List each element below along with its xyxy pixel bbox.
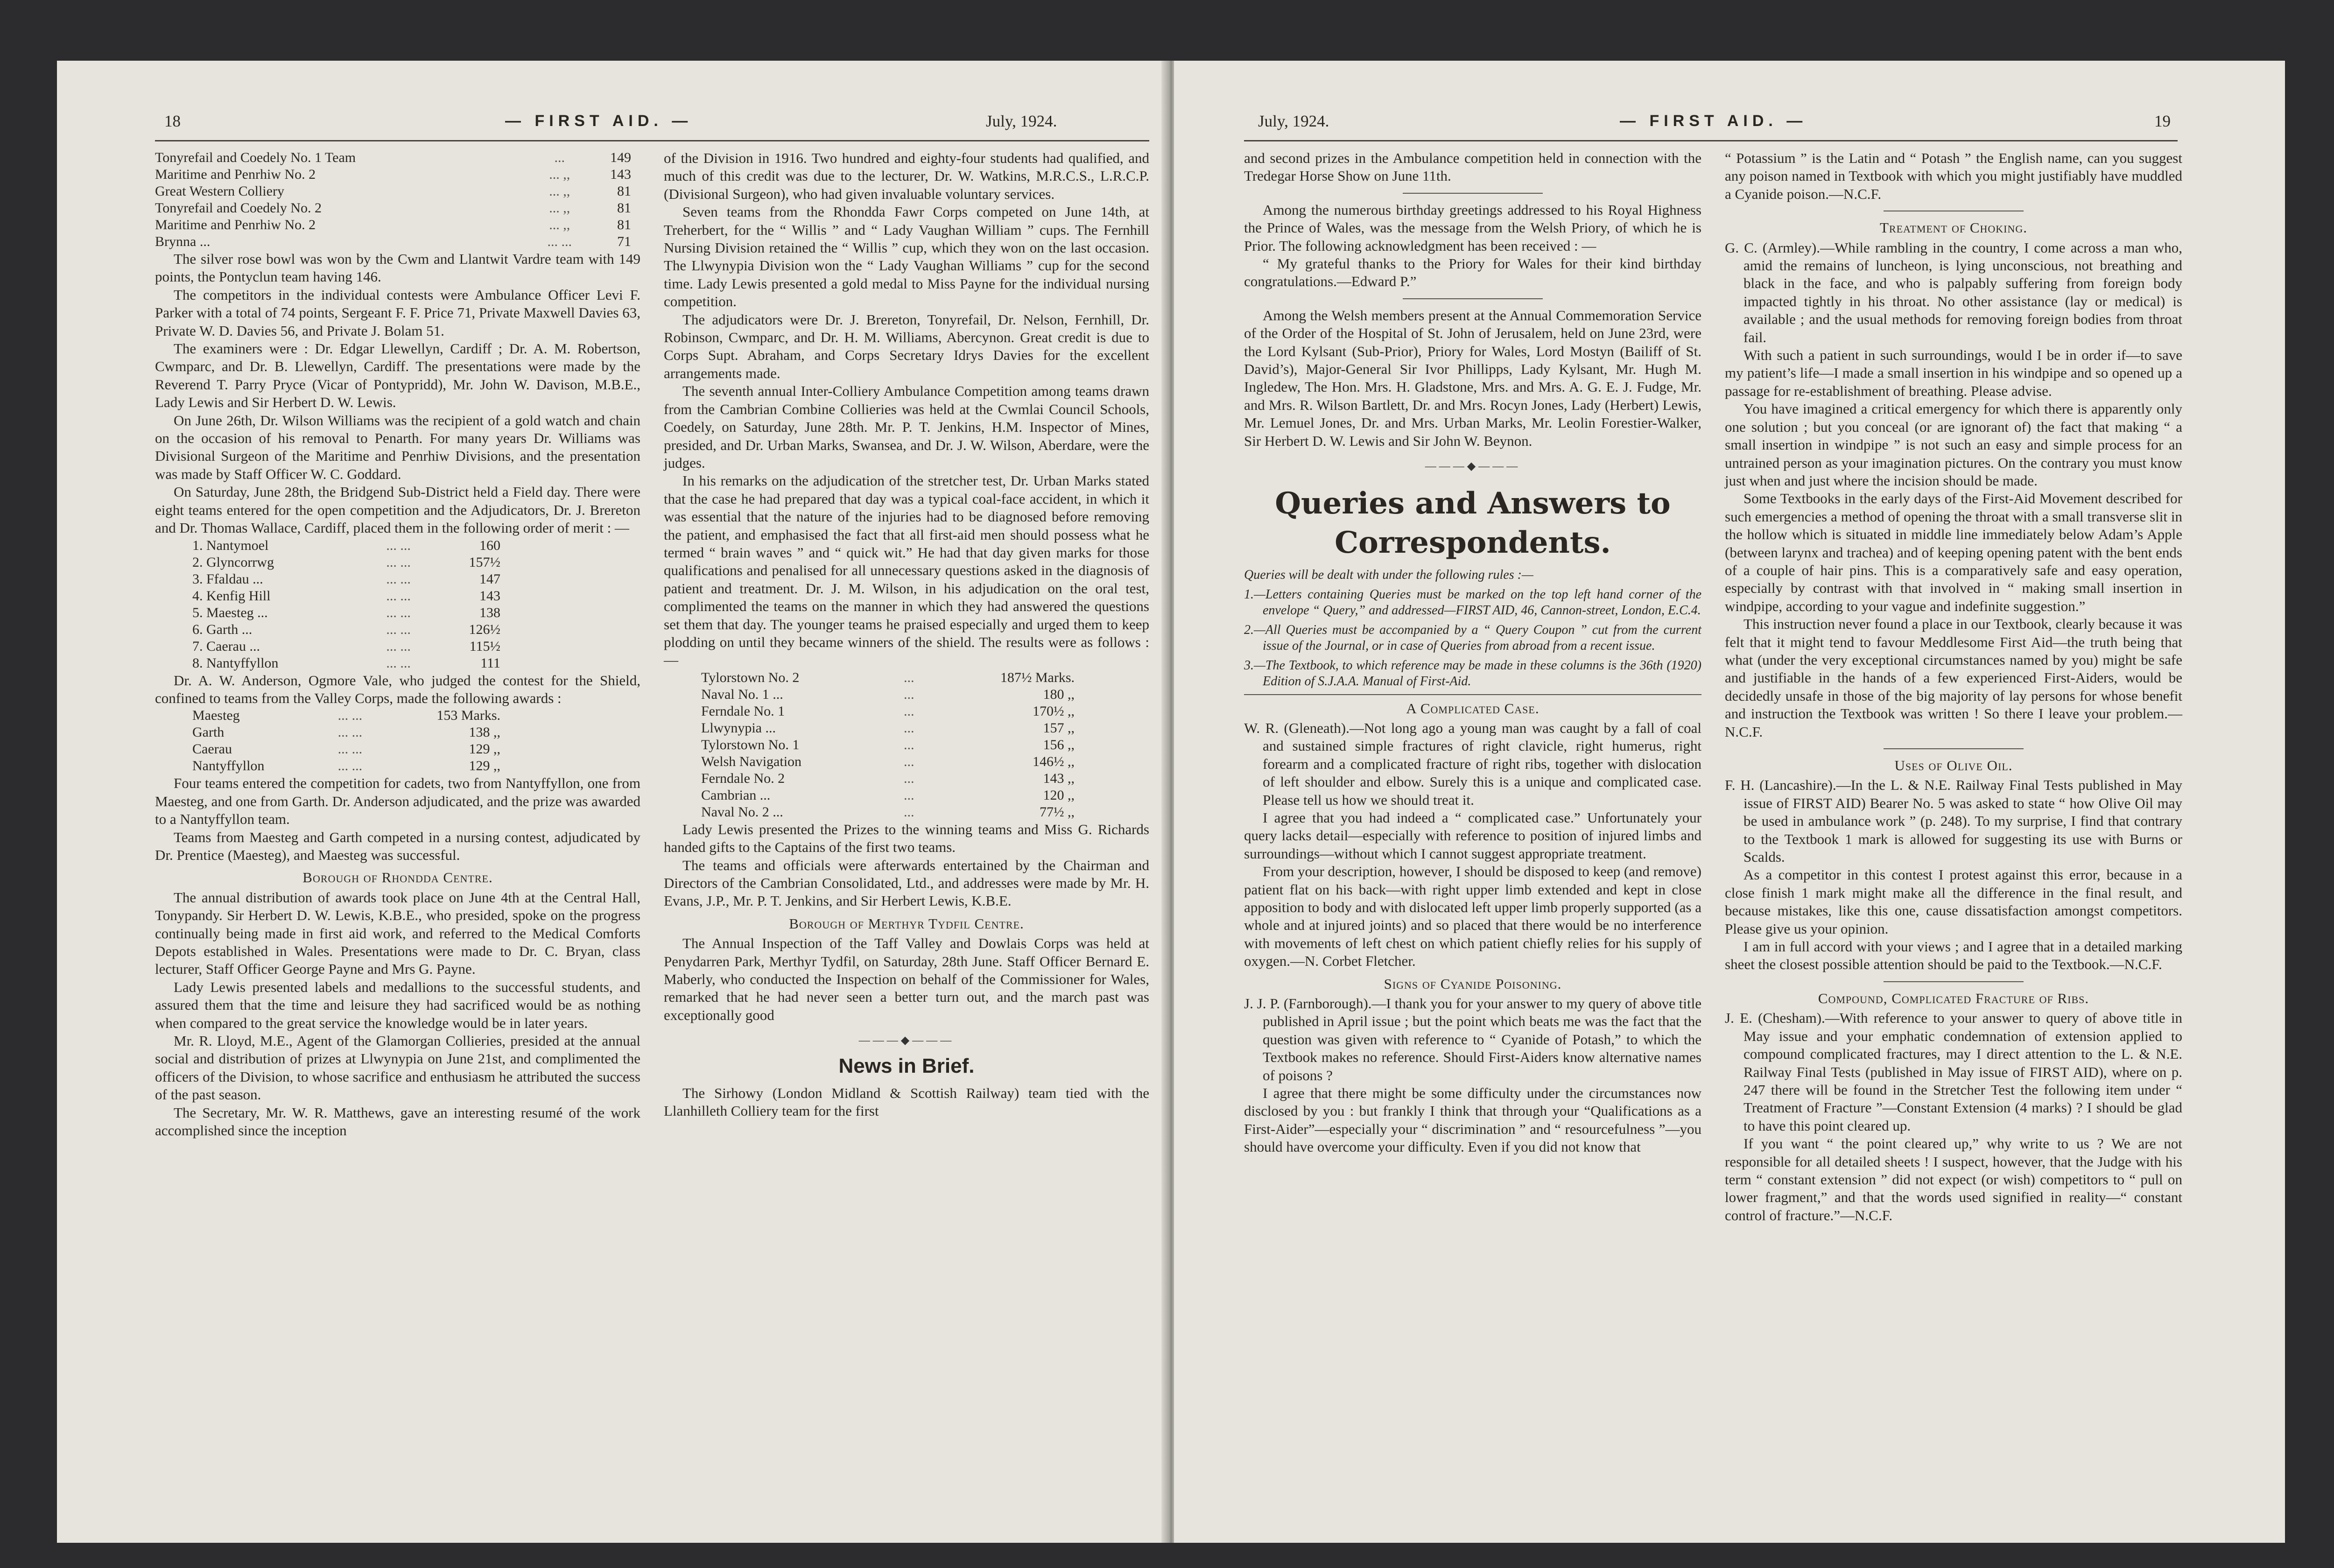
table-row: Tylorstown No. 2 ... 187½ Marks. [701, 669, 1075, 685]
left-page [57, 61, 1168, 1543]
query: F. H. (Lancashire).—In the L. & N.E. Railway Final Tests published in May issue of FIRST AID) Bearer No. 5 was asked to state “ how Olive Oil may be used in ambulance work ” (p. 248). To my surprise, I find that contrary to the Textbook 1 mark is allowed for suggesting its use with Burns or Scalds. [1725, 777, 2182, 865]
table-row: Garth ... ... 138 ,, [192, 724, 500, 740]
table-row: Maesteg ... ... 153 Marks. [192, 708, 500, 724]
paragraph: The annual distribution of awards took place on June 4th at the Central Hall, Tonypandy. Sir Herbert D. W. Lewis, K.B.E., who presided, spoke on the progress continually being made in first aid work, and referred to the Medical Comforts Depots established in Wales. Presentations were made to Dr. C. Bryan, class lecturer, Staff Officer George Payne and Mrs G. Payne. [155, 889, 640, 977]
ornament-divider: ———◆——— [858, 1034, 955, 1047]
table-row: Cambrian ... ... 120 ,, [701, 787, 1075, 803]
results-table-3 [192, 707, 510, 774]
right-column-1 [1244, 149, 1701, 1156]
paragraph: of the Division in 1916. Two hundred and eighty-four students had qualified, and much of this credit was due to the lecturer, Dr. W. Watkins, M.R.C.S., L.R.C.P. (Divisional Surgeon), who had given invaluable voluntary services. [664, 150, 1149, 202]
query: G. C. (Armley).—While rambling in the country, I come across a man who, amid the remains of luncheon, is lying unconscious, not breathing and black in the face, and who is palpably suffering from foreign body impacted tightly in his throat. No other assistance (lay or medical) is available ; and the usual methods for removing foreign bodies from throat fail. [1725, 239, 2182, 345]
paragraph: On June 26th, Dr. Wilson Williams was the recipient of a gold watch and chain on the occasion of his removal to Penarth. For many years Dr. Williams was Divisional Surgeon of the Maritime and Penrhiw Divisions, and the presentation was made by Staff Officer W. C. Goddard. [155, 412, 640, 482]
divider [1403, 298, 1543, 299]
query-rules [1244, 567, 1701, 689]
divider [1403, 193, 1543, 194]
table-row: 8. Nantyffyllon ... ... 111 [192, 655, 500, 671]
paragraph: In his remarks on the adjudication of the stretcher test, Dr. Urban Marks stated that the case he had prepared that day was a typical coal-face accident, in which it was essential that the nature of the injuries had to be diagnosed before removing the patient, and emphasised the fact that all first-aid men should possess what he termed “ brain waves ” and “ quick wit.” He had that day given marks for those qualifications and penalised for all unnecessary questions asked in the diagnosis of patient and treatment. Dr. J. M. Wilson, in his adjudication on the oral test, complimented the teams on the manner in which they had answered the questions set them that day. The younger teams he praised especially and urged them to keep plodding on until they became winners of the shield. The results were as follows : — [664, 472, 1149, 668]
rules-intro: Queries will be dealt with under the following rules :— [1244, 567, 1533, 582]
answer: I am in full accord with your views ; and I agree that in a detailed marking sheet the closest possible attention should be paid to the Textbook.—N.C.F. [1725, 938, 2182, 973]
table-row: Naval No. 1 ... ... 180 ,, [701, 686, 1075, 702]
answer: I agree that you had indeed a “ complicated case.” Unfortunately your query lacks detail—especially with reference to position of injured limbs and surroundings—without which I cannot suggest appropriate treatment. [1244, 809, 1701, 862]
table-row: Maritime and Penrhiw No. 2 ... ,, 81 [155, 217, 631, 232]
table-row: 3. Ffaldau ... ... ... 147 [192, 571, 500, 587]
divider [1884, 748, 2024, 749]
divider [1244, 694, 1701, 695]
answer: From your description, however, I should be disposed to keep (and remove) patient flat on his back—with right upper limb extended and kept in close apposition to body and with dislocated left upper limb properly supported (as a whole and at injured joints) and so placed that there would be no interference with movements of left chest on which patient chiefly relies for his supply of oxygen.—N. Corbet Fletcher. [1244, 863, 1701, 970]
paragraph: Teams from Maesteg and Garth competed in a nursing contest, adjudicated by Dr. Prentice (Maesteg), and Maesteg was successful. [155, 829, 640, 863]
paragraph: “ Potassium ” is the Latin and “ Potash ” the English name, can you suggest any poison named in Textbook with which you might justifiably have muddled a Cyanide poison.—N.C.F. [1725, 150, 2182, 202]
paragraph: “ My grateful thanks to the Priory for Wales for their kind birthday congratulations.—Edward P.” [1244, 255, 1701, 290]
rule-item: 1.—Letters containing Queries must be marked on the top left hand corner of the envelope “ Query,” and addressed—FIRST AID, 46, Cannon-street, London, E.C.4. [1244, 587, 1701, 618]
page-number: 18 [164, 112, 181, 130]
paragraph: The teams and officials were afterwards entertained by the Chairman and Directors of the Cambrian Consolidated, Ltd., and addresses were made by Mr. H. Evans, J.P., Mr. P. T. Jenkins, and Sir Herbert Lewis, K.B.E. [664, 857, 1149, 909]
answer: I agree that there might be some difficulty under the circumstances now disclosed by you : but frankly I think that through your “Qualifications as a First-Aider”—especially your “ discrimination ” and “ resourcefulness ”—you should have overcome your difficulty. Even if you did not know that [1244, 1085, 1701, 1155]
running-head [1174, 112, 2285, 140]
paragraph: The examiners were : Dr. Edgar Llewellyn, Cardiff ; Dr. A. M. Robertson, Cwmparc, and Dr. B. Llewellyn, Cardiff. The presentations were made by the Reverend T. Parry Pryce (Vicar of Pontypridd), Mr. John W. Davison, M.B.E., Lady Lewis and Sir Herbert D. W. Lewis. [155, 340, 640, 411]
paragraph: The Annual Inspection of the Taff Valley and Dowlais Corps was held at Penydarren Park, Merthyr Tydfil, on Saturday, 28th June. Staff Officer Bernard E. Maberly, who conducted the Inspection on behalf of the Commissioner for Wales, remarked that he had never seen a better turn out, and the march past was exceptionally good [664, 935, 1149, 1023]
section-heading: Borough of Rhondda Centre. [302, 869, 493, 886]
table-row: Ferndale No. 2 ... 143 ,, [701, 770, 1075, 786]
table-row: 6. Garth ... ... ... 126½ [192, 621, 500, 637]
section-heading: Signs of Cyanide Poisoning. [1384, 975, 1562, 992]
rule-item: 2.—All Queries must be accompanied by a “ Query Coupon ” cut from the current issue of the Journal, or in case of Queries from abroad from a recent issue. [1244, 622, 1701, 653]
query: J. E. (Chesham).—With reference to your answer to query of above title in May issue and your emphatic condemnation of extension applied to compound complicated fractures, may I direct attention to the L. & N.E. Railway Final Tests (published in May issue of FIRST AID), where on p. 247 there will be found in the Stretcher Test the following item under “ Treatment of Fracture ”—Constant Extension (4 marks) ? I should be glad to have this point cleared up. [1725, 1010, 2182, 1134]
paragraph: The adjudicators were Dr. J. Brereton, Tonyrefail, Dr. Nelson, Fernhill, Dr. Robinson, Cwmparc, and Dr. H. M. Williams, Abercynon. Great credit is due to Corps Supt. Abraham, and Corps Secretary Idrys Davies for the excellent arrangements made. [664, 311, 1149, 381]
running-title: — FIRST AID. — [505, 112, 693, 130]
table-row: 5. Maesteg ... ... ... 138 [192, 605, 500, 620]
ornament-divider: ———◆——— [1425, 460, 1521, 473]
query: With such a patient in such surroundings, would I be in order if—to save my patient’s life—I made a small insertion in his windpipe and so opened up a passage for re-establishment of breathing. Please advise. [1725, 347, 2182, 399]
table-row: Ferndale No. 1 ... 170½ ,, [701, 703, 1075, 719]
paragraph: On Saturday, June 28th, the Bridgend Sub-District held a Field day. There were eight teams entered for the open competition and the Adjudicators, Dr. J. Brereton and Dr. Thomas Wallace, Cardiff, placed them in the following order of merit : — [155, 484, 640, 536]
results-table-4 [701, 669, 1084, 821]
results-table-2 [192, 537, 510, 672]
section-heading: Treatment of Choking. [1879, 219, 2028, 236]
news-heading: News in Brief. [838, 1054, 975, 1077]
table-row: Welsh Navigation ... 146½ ,, [701, 753, 1075, 769]
answer: Some Textbooks in the early days of the First-Aid Movement described for such emergencies a method of opening the throat with a small transverse slit in the hollow which is situated in middle line immediately below Adam’s Apple (between larynx and trachea) and of keeping opening patent with the bent ends of a couple of hair pins. This is a comparatively safe and easy operation, especially by contrast with that involved in “ making small insertion in windpipe, according to your vague and indefinite suggestion.” [1725, 490, 2182, 614]
paragraph: The seventh annual Inter-Colliery Ambulance Competition among teams drawn from the Cambrian Combine Collieries was held at the Cwmlai Council Schools, Coedely, on Saturday, June 28th. Mr. P. T. Jenkins, H.M. Inspector of Mines, presided, and Dr. Urban Marks, Swansea, and Dr. J. W. Wilson, Aberdare, were the judges. [664, 383, 1149, 471]
paragraph: Among the numerous birthday greetings addressed to his Royal Highness the Prince of Wales, was the message from the Welsh Priory, of which he is Prior. The following acknowledgment has been received : — [1244, 201, 1701, 254]
table-row: Llwynypia ... ... 157 ,, [701, 720, 1075, 736]
issue-date: July, 1924. [1258, 112, 1329, 130]
table-row: 2. Glyncorrwg ... ... 157½ [192, 554, 500, 570]
answer: If you want “ the point cleared up,” why write to us ? We are not responsible for all detailed sheets ! I suspect, however, that the Judge with his term “ constant extension ” did not expect (or wish) competitors to “ pull on lower fragment,” and that the words used signified in reality—“ constant control of fracture.”—N.C.F. [1725, 1135, 2182, 1223]
paragraph: The silver rose bowl was won by the Cwm and Llantwit Vardre team with 149 points, the Pontyclun team having 146. [155, 251, 640, 285]
section-heading: Borough of Merthyr Tydfil Centre. [789, 915, 1024, 932]
section-title [1244, 484, 1701, 563]
table-row: Tylorstown No. 1 ... 156 ,, [701, 737, 1075, 752]
left-column-2 [664, 149, 1149, 1120]
query: W. R. (Gleneath).—Not long ago a young man was caught by a fall of coal and sustained simple fractures of right clavicle, right humerus, right forearm and a complicated fracture of right ribs, together with dislocation of left shoulder and elbow. Surely this is a unique and complicated case. Please tell us how we should treat it. [1244, 719, 1701, 808]
right-page [1174, 61, 2285, 1543]
running-head [57, 112, 1168, 140]
paragraph: The Sirhowy (London Midland & Scottish Railway) team tied with the Llanhilleth Colliery team for the first [664, 1085, 1149, 1119]
table-row: 1. Nantymoel ... ... 160 [192, 537, 500, 553]
section-heading: Uses of Olive Oil. [1894, 757, 2013, 773]
running-title: — FIRST AID. — [1620, 112, 1807, 130]
rule-item: 3.—The Textbook, to which reference may be made in these columns is the 36th (1920) Edition of S.J.A.A. Manual of First-Aid. [1244, 658, 1701, 689]
paragraph: Four teams entered the competition for cadets, two from Nantyffyllon, one from Maesteg, and one from Garth. Dr. Anderson adjudicated, and the prize was awarded to a Nantyffyllon team. [155, 775, 640, 828]
head-rule [155, 140, 1149, 141]
paragraph: and second prizes in the Ambulance competition held in connection with the Tredegar Horse Show on June 11th. [1244, 150, 1701, 184]
results-table-1 [155, 149, 640, 250]
section-heading: Compound, Complicated Fracture of Ribs. [1818, 990, 2089, 1006]
right-column-2 [1725, 149, 2182, 1224]
query: As a competitor in this contest I protest against this error, because in a close finish 1 mark might make all the difference in the final result, and because mistakes, like this one, cause dissatisfaction amongst competitors. Please give us your opinion. [1725, 866, 2182, 937]
answer: You have imagined a critical emergency for which there is apparently only one solution ; but you conceal (or are ignorant of) the fact that making “ a small insertion in windpipe ” is not such an easy and simple process for an untrained person as your imagination pictures. On the contrary you must know just when and just where the incision should be made. [1725, 401, 2182, 489]
paragraph: Among the Welsh members present at the Annual Commemoration Service of the Order of the Hospital of St. John of Jerusalem, held on June 23rd, were the Lord Kylsant (Sub-Prior), Priory for Wales, Lord Mostyn (Bailiff of St. David’s), Major-General Sir Ivor Phillipps, Lady Kylsant, Mr. Hugh M. Ingledew, The Hon. Mrs. H. Gladstone, Mrs. and Mrs. A. G. E. J. Fudge, Mr. and Mrs. R. Wilson Bartlett, Dr. and Mrs. Rocyn Jones, Lady (Herbert) Lewis, Mr. Lemuel Jones, Dr. and Mrs. Urban Marks, Mr. Leolin Forestier-Walker, Sir Herbert D. W. Lewis and Sir John W. Beynon. [1244, 307, 1701, 449]
page-number: 19 [2154, 112, 2171, 130]
table-row: Brynna ... ... ... 71 [155, 234, 631, 249]
paragraph: The Secretary, Mr. W. R. Matthews, gave an interesting resumé of the work accomplished since the inception [155, 1104, 640, 1139]
title-line-2: Correspondents. [1335, 525, 1611, 560]
table-row: Nantyffyllon ... ... 129 ,, [192, 758, 500, 774]
table-row: 4. Kenfig Hill ... ... 143 [192, 588, 500, 604]
table-row: Great Western Colliery ... ,, 81 [155, 183, 631, 199]
left-column-1 [155, 149, 640, 1139]
paragraph: Mr. R. Lloyd, M.E., Agent of the Glamorgan Collieries, presided at the annual social and distribution of prizes at Llwynypia on June 21st, and complimented the officers of the Division, to whose sacrifice and enthusiasm he attributed the success of the past season. [155, 1033, 640, 1103]
head-rule [1244, 140, 2178, 141]
paragraph: The competitors in the individual contests were Ambulance Officer Levi F. Parker with a total of 74 points, Sergeant F. F. Price 71, Private Maxwell Davies 63, Private W. D. Davies 56, and Private J. Bolam 51. [155, 286, 640, 339]
paragraph: Dr. A. W. Anderson, Ogmore Vale, who judged the contest for the Shield, confined to teams from the Valley Corps, made the following awards : [155, 672, 640, 706]
table-row: Tonyrefail and Coedely No. 2 ... ,, 81 [155, 200, 631, 216]
table-row: Tonyrefail and Coedely No. 1 Team ... 149 [155, 150, 631, 165]
table-row: Naval No. 2 ... ... 77½ ,, [701, 804, 1075, 820]
table-row: Maritime and Penrhiw No. 2 ... ,, 143 [155, 167, 631, 182]
title-line-1: Queries and Answers to [1275, 485, 1671, 521]
divider [1884, 981, 2024, 982]
answer: This instruction never found a place in our Textbook, clearly because it was felt that it might tend to favour Meddlesome First Aid—the truth being that what (under the very exceptional circumstances named by you) might be safe and justifiable in the hands of a few experienced First-Aiders, would be decidedly unsafe in those of the big majority of lay persons for whose benefit and instruction the Textbook was written ! So there I leave your problem.—N.C.F. [1725, 616, 2182, 740]
issue-date: July, 1924. [986, 112, 1057, 130]
query: J. J. P. (Farnborough).—I thank you for your answer to my query of above title published in April issue ; but the point which beats me was the fact that the question was given with reference to “ Cyanide of Potash,” to which the Textbook makes no reference. Should First-Aiders know alternative names of poisons ? [1244, 995, 1701, 1083]
table-row: 7. Caerau ... ... ... 115½ [192, 638, 500, 654]
table-row: Caerau ... ... 129 ,, [192, 741, 500, 757]
paragraph: Seven teams from the Rhondda Fawr Corps competed on June 14th, at Treherbert, for the “ Willis ” and “ Lady Vaughan William ” cups. The Fernhill Nursing Division retained the “ Willis ” cup, which they won on the last occasion. The Llwynypia Division won the “ Lady Vaughan Williams ” cup for the second time. Lady Lewis presented a gold medal to Miss Payne for the individual nursing competition. [664, 204, 1149, 310]
section-heading: A Complicated Case. [1406, 700, 1540, 717]
paragraph: Lady Lewis presented labels and medallions to the successful students, and assured them that the time and leisure they had sacrificed would be as nothing when compared to the great service the knowledge would be in later years. [155, 978, 640, 1031]
paragraph: Lady Lewis presented the Prizes to the winning teams and Miss G. Richards handed gifts to the Captains of the first two teams. [664, 821, 1149, 856]
